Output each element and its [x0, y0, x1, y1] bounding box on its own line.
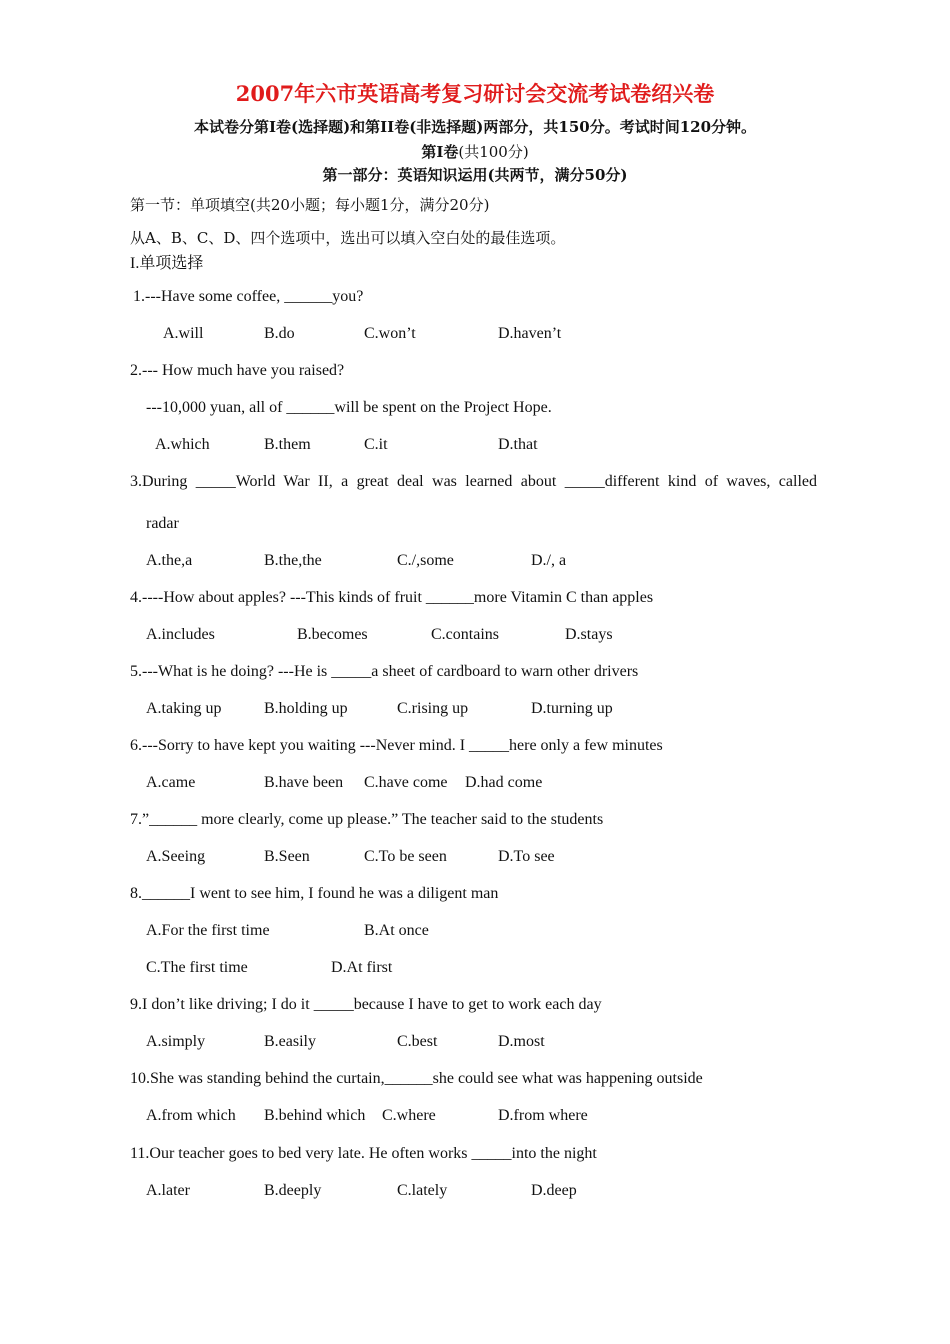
option-a: A.taking up — [146, 700, 222, 717]
option-b: B.them — [264, 436, 311, 453]
option-c: C.rising up — [397, 700, 469, 717]
option-b: B.holding up — [264, 700, 348, 717]
question-stem: 8.______I went to see him, I found he was a diligent man — [130, 885, 499, 902]
option-b: B.have been — [264, 774, 344, 791]
option-c: C.best — [397, 1033, 438, 1050]
question-stem: 4.----How about apples? ---This kinds of fruit ______more Vitamin C than apples — [130, 589, 654, 606]
section-instruction: 从A、B、C、D、四个选项中，选出可以填入空白处的最佳选项。 — [130, 229, 566, 247]
question-stem: 3.During _____World War II, a great deal was learned about _____different kind of waves, called — [130, 473, 817, 490]
option-c: C.where — [382, 1107, 436, 1124]
volume-heading — [0, 141, 950, 162]
option-a: A.will — [163, 325, 204, 342]
question-stem: 2.--- How much have you raised? — [130, 362, 345, 379]
question-stem: 10.She was standing behind the curtain,______she could see what was happening outside — [130, 1070, 703, 1087]
option-d: D.haven’t — [498, 325, 562, 342]
option-a: A.Seeing — [146, 848, 206, 865]
section-subheading: I.单项选择 — [130, 255, 204, 272]
option-d: D.stays — [565, 626, 613, 643]
option-d: D.At first — [331, 959, 393, 976]
question-stem: 5.---What is he doing? ---He is _____a sheet of cardboard to warn other drivers — [130, 663, 639, 680]
option-c: C.contains — [431, 626, 499, 643]
option-d: D.from where — [498, 1107, 588, 1124]
option-d: D./, a — [531, 552, 567, 569]
option-d: D.most — [498, 1033, 545, 1050]
option-a: A.simply — [146, 1033, 206, 1050]
option-c: C.have come — [364, 774, 448, 791]
option-d: D.deep — [531, 1182, 577, 1199]
option-d: D.turning up — [531, 700, 613, 717]
option-b: B.behind which — [264, 1107, 366, 1124]
option-b: B.Seen — [264, 848, 310, 865]
option-c: C./,some — [397, 552, 454, 569]
volume-score: (共100分) — [458, 143, 529, 161]
option-a: A.the,a — [146, 552, 193, 569]
option-b: B.deeply — [264, 1182, 322, 1199]
question-stem: 7.”______ more clearly, come up please.” The teacher said to the students — [130, 811, 604, 828]
exam-title: 2007年六市英语高考复习研讨会交流考试卷绍兴卷 — [235, 81, 715, 106]
option-b: B.the,the — [264, 552, 322, 569]
question-stem: 6.---Sorry to have kept you waiting ---Never mind. I _____here only a few minutes — [130, 737, 663, 754]
option-c: C.lately — [397, 1182, 448, 1199]
option-a: A.later — [146, 1182, 190, 1199]
option-c: C.won’t — [364, 325, 416, 342]
option-c: C.The first time — [146, 959, 248, 976]
option-a: A.from which — [146, 1107, 236, 1124]
option-b: B.do — [264, 325, 295, 342]
option-b: B.becomes — [297, 626, 368, 643]
option-d: D.To see — [498, 848, 555, 865]
option-c: C.it — [364, 436, 388, 453]
option-a: A.For the first time — [146, 922, 270, 939]
question-stem-continued: ---10,000 yuan, all of ______will be spent on the Project Hope. — [146, 399, 552, 416]
exam-intro: 本试卷分第I卷(选择题)和第II卷(非选择题)两部分，共150分。考试时间120分钟。 — [193, 118, 757, 136]
option-b: B.At once — [364, 922, 429, 939]
option-b: B.easily — [264, 1033, 316, 1050]
option-a: A.which — [155, 436, 210, 453]
option-a: A.came — [146, 774, 196, 791]
volume-label: 第I卷 — [421, 143, 459, 161]
option-d: D.had come — [465, 774, 543, 791]
part-heading: 第一部分：英语知识运用(共两节，满分50分) — [322, 166, 628, 184]
question-stem: 11.Our teacher goes to bed very late. He often works _____into the night — [130, 1145, 597, 1162]
question-stem: 9.I don’t like driving; I do it _____because I have to get to work each day — [130, 996, 602, 1013]
question-stem-continued: radar — [146, 515, 179, 532]
option-c: C.To be seen — [364, 848, 447, 865]
question-stem: 1.---Have some coffee, ______you? — [133, 288, 364, 305]
option-a: A.includes — [146, 626, 215, 643]
section-heading: 第一节：单项填空(共20小题；每小题1分，满分20分) — [130, 196, 490, 214]
option-d: D.that — [498, 436, 538, 453]
